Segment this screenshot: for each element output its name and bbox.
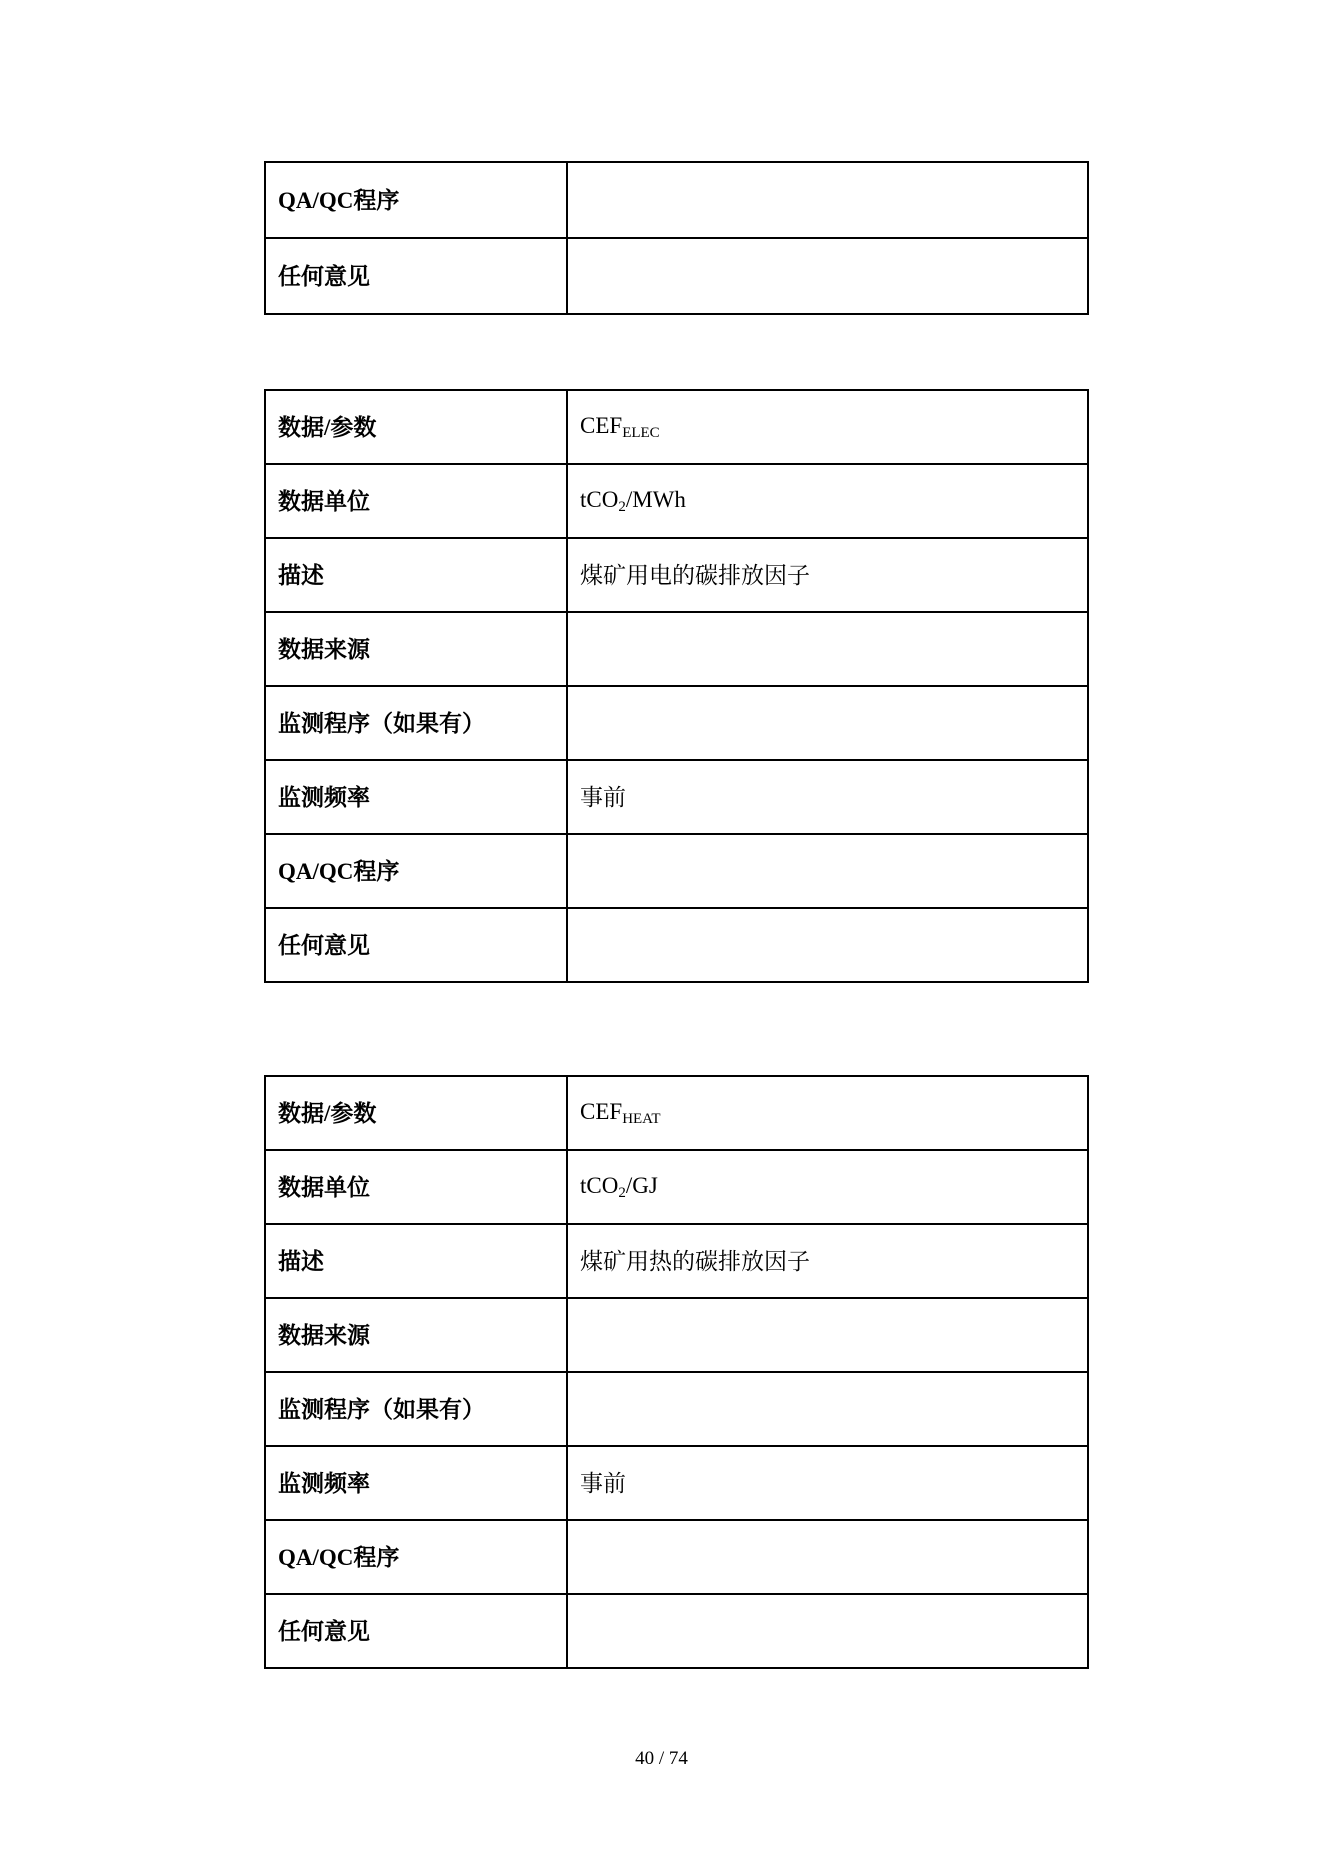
row-value-parameter xyxy=(567,390,1088,464)
table-row xyxy=(265,1372,1088,1446)
table-row xyxy=(265,162,1088,238)
cef-elec-parameter-table xyxy=(264,389,1089,983)
unit-subscript: 2 xyxy=(618,498,626,515)
row-label-comments: 任何意见 xyxy=(265,1594,567,1668)
row-label-comments: 任何意见 xyxy=(265,238,567,314)
table-row xyxy=(265,1446,1088,1520)
row-value-unit xyxy=(567,1150,1088,1224)
table-row xyxy=(265,538,1088,612)
table-row xyxy=(265,464,1088,538)
row-label-monitoring-procedure: 监测程序（如果有） xyxy=(265,686,567,760)
table-row xyxy=(265,612,1088,686)
row-value-qaqc xyxy=(567,162,1088,238)
table-row xyxy=(265,1150,1088,1224)
table-row xyxy=(265,1298,1088,1372)
row-value-description: 煤矿用电的碳排放因子 xyxy=(567,538,1088,612)
parameter-symbol: CEF xyxy=(580,412,623,438)
unit-tail: /GJ xyxy=(625,1172,658,1198)
row-label-data-source: 数据来源 xyxy=(265,1298,567,1372)
row-label-description: 描述 xyxy=(265,1224,567,1298)
row-value-comments xyxy=(567,238,1088,314)
row-label-parameter: 数据/参数 xyxy=(265,390,567,464)
row-label-comments: 任何意见 xyxy=(265,908,567,982)
row-value-qaqc xyxy=(567,1520,1088,1594)
row-value-monitoring-frequency: 事前 xyxy=(567,1446,1088,1520)
parameter-subscript: HEAT xyxy=(622,1110,661,1127)
row-label-parameter: 数据/参数 xyxy=(265,1076,567,1150)
row-value-parameter xyxy=(567,1076,1088,1150)
page-number: 40 / 74 xyxy=(635,1748,688,1769)
row-label-qaqc: QA/QC程序 xyxy=(265,834,567,908)
unit-subscript: 2 xyxy=(618,1184,626,1201)
parameter-subscript: ELEC xyxy=(622,424,660,441)
row-label-monitoring-frequency: 监测频率 xyxy=(265,1446,567,1520)
table-row xyxy=(265,834,1088,908)
table-row xyxy=(265,1076,1088,1150)
table-row xyxy=(265,1594,1088,1668)
unit-base: tCO xyxy=(580,1172,619,1198)
row-label-monitoring-frequency: 监测频率 xyxy=(265,760,567,834)
row-label-unit: 数据单位 xyxy=(265,1150,567,1224)
table-row xyxy=(265,1224,1088,1298)
row-value-qaqc xyxy=(567,834,1088,908)
row-value-monitoring-frequency: 事前 xyxy=(567,760,1088,834)
row-label-qaqc: QA/QC程序 xyxy=(265,1520,567,1594)
row-value-description: 煤矿用热的碳排放因子 xyxy=(567,1224,1088,1298)
table-row xyxy=(265,760,1088,834)
parameter-symbol: CEF xyxy=(580,1098,623,1124)
row-value-unit xyxy=(567,464,1088,538)
table-row xyxy=(265,238,1088,314)
continued-parameter-table xyxy=(264,161,1089,315)
cef-heat-parameter-table xyxy=(264,1075,1089,1669)
row-label-data-source: 数据来源 xyxy=(265,612,567,686)
table-row xyxy=(265,908,1088,982)
row-label-unit: 数据单位 xyxy=(265,464,567,538)
row-value-comments xyxy=(567,908,1088,982)
table-row xyxy=(265,1520,1088,1594)
row-label-monitoring-procedure: 监测程序（如果有） xyxy=(265,1372,567,1446)
unit-base: tCO xyxy=(580,486,619,512)
row-label-description: 描述 xyxy=(265,538,567,612)
row-value-monitoring-procedure xyxy=(567,686,1088,760)
unit-tail: /MWh xyxy=(625,486,686,512)
row-value-data-source xyxy=(567,1298,1088,1372)
row-value-monitoring-procedure xyxy=(567,1372,1088,1446)
row-label-qaqc: QA/QC程序 xyxy=(265,162,567,238)
row-value-comments xyxy=(567,1594,1088,1668)
row-value-data-source xyxy=(567,612,1088,686)
table-row xyxy=(265,390,1088,464)
table-row xyxy=(265,686,1088,760)
